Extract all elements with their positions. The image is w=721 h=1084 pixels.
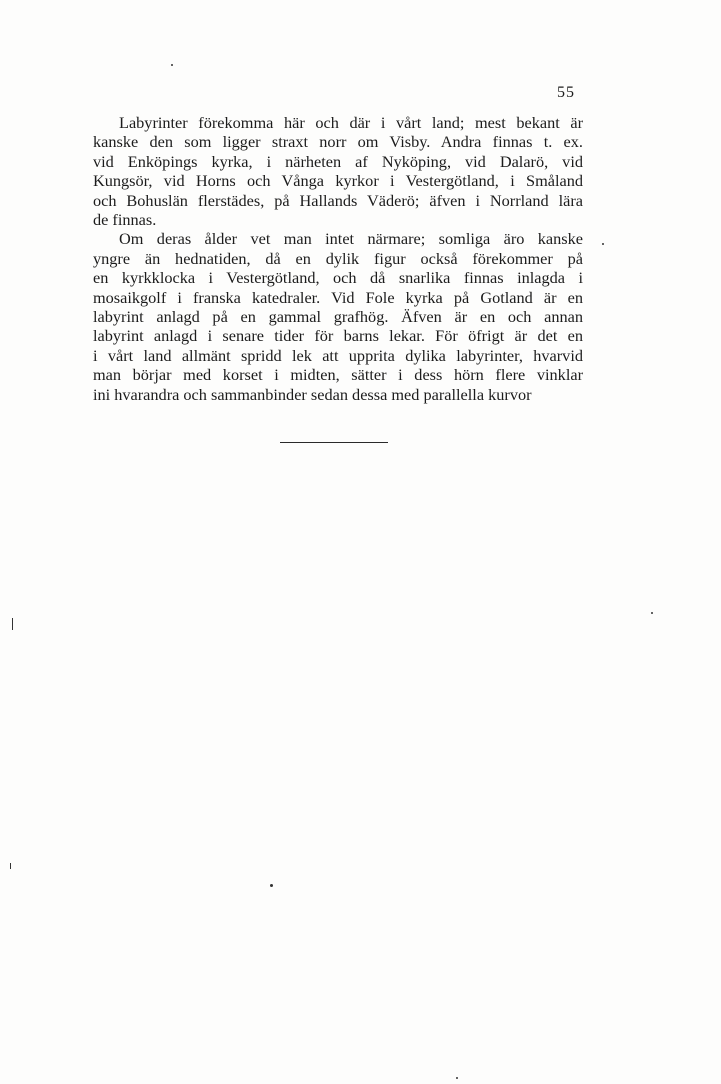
scan-speck [10, 863, 11, 869]
section-divider [280, 442, 388, 443]
scan-speck [270, 884, 273, 887]
text-line: mosaikgolf i franska katedraler. Vid Fole kyrka på Gotland är en [93, 287, 583, 307]
text-line: Kungsör, vid Horns och Vånga kyrkor i Vestergötland, i Småland [93, 171, 583, 191]
body-text [93, 113, 583, 404]
text-line: Om deras ålder vet man intet närmare; somliga äro kanske [119, 229, 583, 249]
paragraph-2 [93, 229, 583, 404]
scan-speck [12, 618, 13, 630]
scan-speck [651, 612, 653, 614]
scan-speck [456, 1077, 458, 1079]
text-line: man börjar med korset i midten, sätter i dess hörn flere vinklar [93, 365, 583, 385]
text-line: en kyrkklocka i Vestergötland, och då snarlika finnas inlagda i [93, 268, 583, 288]
scan-speck [171, 64, 173, 66]
text-line: kanske den som ligger straxt norr om Visby. Andra finnas t. ex. [93, 132, 583, 152]
page-number: 55 [557, 84, 575, 101]
scan-speck [602, 243, 604, 245]
paragraph-1 [93, 113, 583, 229]
text-line: vid Enköpings kyrka, i närheten af Nyköping, vid Dalarö, vid [93, 151, 583, 171]
text-line: Labyrinter förekomma här och där i vårt land; mest bekant är [119, 113, 583, 132]
text-line: labyrint anlagd på en gammal grafhög. Äfven är en och annan [93, 307, 583, 327]
text-line: och Bohuslän flerstädes, på Hallands Väderö; äfven i Norrland lära [93, 190, 583, 210]
text-line: ini hvarandra och sammanbinder sedan dessa med parallella kurvor [93, 384, 532, 404]
text-line: de finnas. [93, 210, 157, 230]
text-line: labyrint anlagd i senare tider för barns lekar. För öfrigt är det en [93, 326, 583, 346]
text-line: i vårt land allmänt spridd lek att upprita dylika labyrinter, hvarvid [93, 345, 583, 365]
text-line: yngre än hednatiden, då en dylik figur också förekommer på [93, 248, 583, 268]
